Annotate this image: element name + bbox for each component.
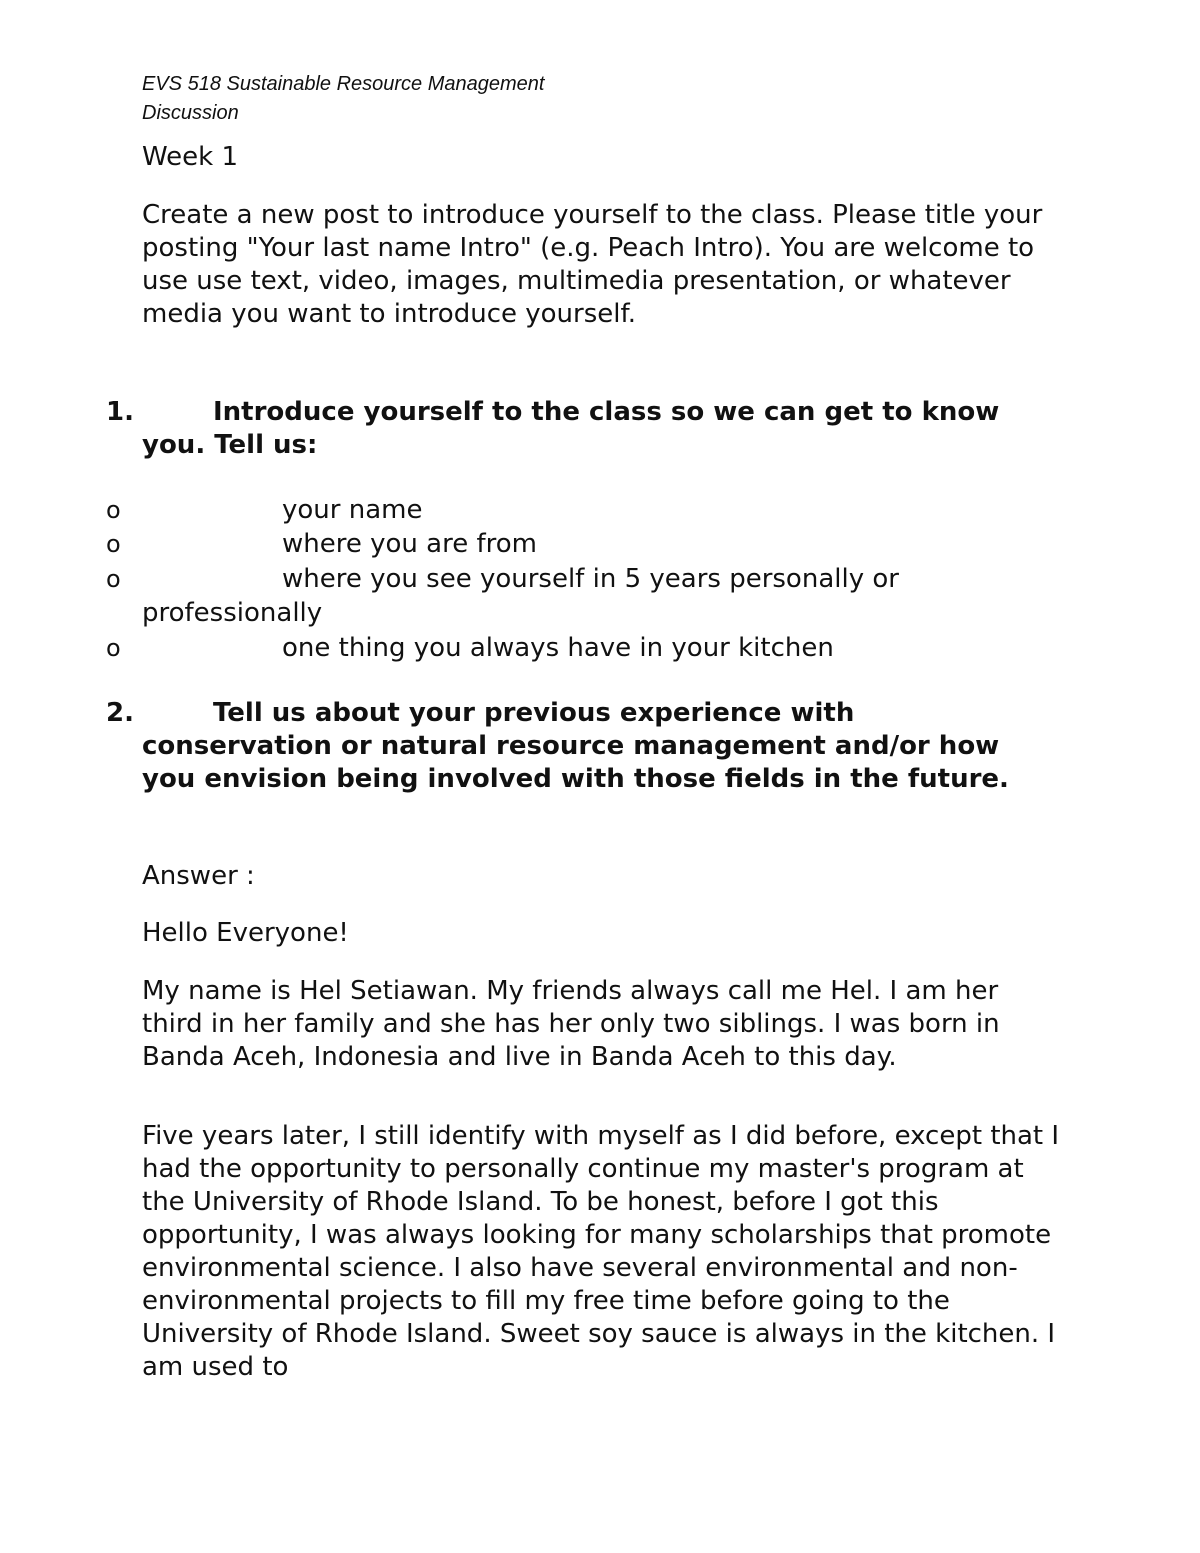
bullet-item-kitchen: one thing you always have in your kitchen: [282, 633, 834, 663]
question-2-text: Tell us about your previous experience with conservation or natural resource management and/or how you envision being involved with those fields in the future.: [142, 698, 1009, 794]
document-header: [142, 70, 544, 128]
bullet-item-five-years: where you see yourself in 5 years personally or professionally: [142, 564, 899, 628]
answer-paragraph: Five years later, I still identify with myself as I did before, except that I had the opportunity to personally continue my master's program at the University of Rhode Island. To be honest, before I got this opportunity, I was always looking for many scholarships that promote environmental science. I also have several environmental and non-environmental projects to fill my free time before going to the University of Rhode Island. Sweet soy sauce is always in the kitchen. I am used to: [142, 1121, 1060, 1382]
answer-greeting: Hello Everyone!: [142, 918, 349, 948]
bullet-item-origin: where you are from: [282, 529, 537, 559]
bullet-marker: o: [106, 565, 121, 593]
answer-label: Answer :: [142, 861, 255, 891]
week-heading: Week 1: [142, 142, 239, 172]
intro-paragraph: Create a new post to introduce yourself to the class. Please title your posting "Your last name Intro" (e.g. Peach Intro). You are welcome to use use text, video, images, multimedia presentation, or whatever media you want to introduce yourself.: [142, 200, 1043, 329]
bullet-marker: o: [106, 634, 121, 662]
bullet-item-name: your name: [282, 495, 423, 525]
course-title: EVS 518 Sustainable Resource Management: [142, 73, 545, 95]
bullet-marker: o: [106, 530, 121, 558]
question-2-number: 2.: [106, 698, 134, 728]
document-type: Discussion: [142, 102, 239, 124]
answer-paragraph: My name is Hel Setiawan. My friends always call me Hel. I am her third in her family and she has her only two siblings. I was born in Banda Aceh, Indonesia and live in Banda Aceh to this day.: [142, 976, 1000, 1072]
question-1-text: Introduce yourself to the class so we can get to know you. Tell us:: [142, 397, 1000, 460]
question-1-number: 1.: [106, 397, 134, 427]
bullet-marker: o: [106, 496, 121, 524]
